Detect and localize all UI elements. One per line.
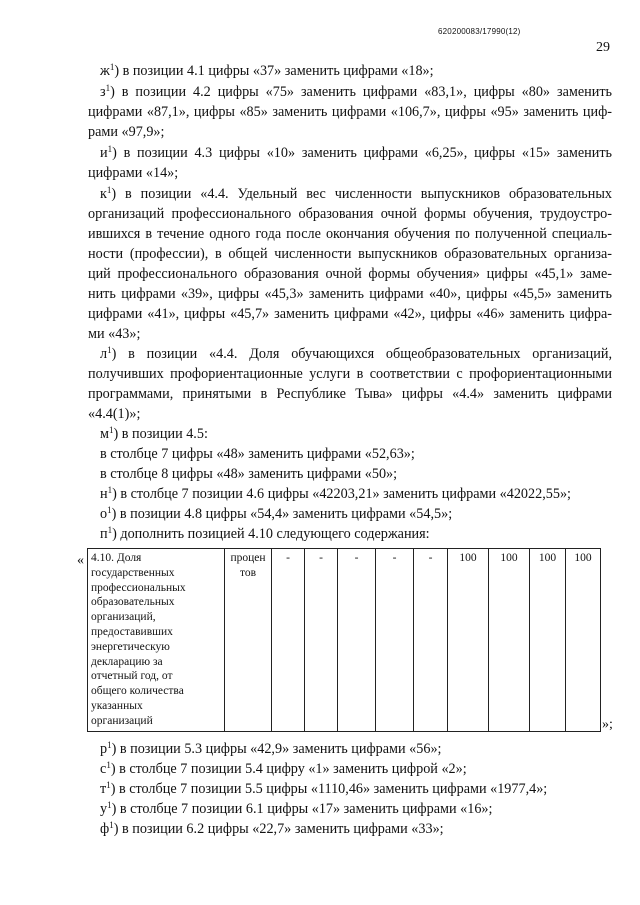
page-number: 29 — [596, 40, 610, 55]
text-line: $з^1$) в позиции 4.2 цифры «75» заменить цифрами «83,1», цифры «80» заменить — [100, 83, 612, 100]
value-cell: 100 — [530, 549, 566, 732]
value-cell: - — [338, 549, 376, 732]
text-line: в столбце 8 цифры «48» заменить цифрами «50»; — [100, 466, 398, 482]
value-cell: - — [376, 549, 414, 732]
open-quote: « — [77, 553, 84, 568]
text-line: ций профессионального образования очной формы обучения» цифры «45,1» заме- — [88, 266, 612, 282]
text-line: $т^1$) в столбце 7 позиции 5.5 цифры «1110,46» заменить цифрами «1977,4»; — [100, 780, 548, 797]
text-line: цифрами «87,1», цифры «85» заменить цифрами «106,7», цифры «95» заменить циф- — [88, 104, 612, 120]
value-cell: 100 — [489, 549, 530, 732]
value-cell: - — [272, 549, 305, 732]
close-quote: »; — [602, 717, 613, 732]
text-line: нить цифрами «39», цифры «45,3» заменить цифрами «40», цифры «45,5» заменить — [88, 286, 612, 302]
value-cell: - — [305, 549, 338, 732]
text-line: $п^1$) дополнить позицией 4.10 следующего содержания: — [100, 525, 430, 542]
document-id: 620200083/17990(12) — [438, 27, 521, 36]
text-line: ности (профессии), в общей численности выпускников образовательных организа- — [88, 246, 612, 262]
text-line: цифрами «14»; — [88, 165, 179, 181]
text-line: $р^1$) в позиции 5.3 цифры «42,9» заменить цифрами «56»; — [100, 740, 442, 757]
text-line: программами, принятыми в Республике Тыва» цифры «4.4» заменить цифрами — [88, 386, 612, 402]
table-row — [88, 549, 601, 732]
text-line: $с^1$) в столбце 7 позиции 5.4 цифру «1» заменить цифрой «2»; — [100, 760, 467, 777]
text-line: «4.4(1)»; — [88, 406, 141, 422]
text-line: $и^1$) в позиции 4.3 цифры «10» заменить цифрами «6,25», цифры «15» заменить — [100, 144, 612, 161]
text-line: получивших профориентационные услуги в соответствии с профориентационными — [88, 366, 612, 382]
text-line: $о^1$) в позиции 4.8 цифры «54,4» заменить цифрами «54,5»; — [100, 505, 453, 522]
text-line: $н^1$) в столбце 7 позиции 4.6 цифры «42203,21» заменить цифрами «42022,55»; — [100, 485, 571, 502]
text-line: $л^1$) в позиции «4.4. Доля обучающихся общеобразовательных организаций, — [100, 345, 612, 362]
text-line: ившихся в течение одного года после окончания обучения по полученной специаль- — [88, 226, 612, 242]
indicator-name-cell: 4.10. Доля государственных профессиональных образовательных организаций, предоставивших энергетическую декларацию за отчетный год, от общего количества указанных организаций — [88, 549, 225, 732]
text-line: цифрами «41», цифры «45,7» заменить цифрами «42», цифры «46» заменить цифра- — [88, 306, 612, 322]
text-line: $ж^1$) в позиции 4.1 цифры «37» заменить цифрами «18»; — [100, 62, 434, 79]
value-cell: 100 — [566, 549, 601, 732]
text-line: $у^1$) в столбце 7 позиции 6.1 цифры «17» заменить цифрами «16»; — [100, 800, 493, 817]
position-4-10-table — [87, 548, 601, 732]
text-line: $к^1$) в позиции «4.4. Удельный вес численности выпускников образовательных — [100, 185, 612, 202]
text-line: рами «97,9»; — [88, 124, 165, 140]
text-line: в столбце 7 цифры «48» заменить цифрами «52,63»; — [100, 446, 415, 462]
text-line: $ф^1$) в позиции 6.2 цифры «22,7» заменить цифрами «33»; — [100, 820, 444, 837]
unit-cell: процен тов — [225, 549, 272, 732]
text-line: $м^1$) в позиции 4.5: — [100, 425, 208, 442]
value-cell: 100 — [448, 549, 489, 732]
text-line: ми «43»; — [88, 326, 141, 342]
text-line: организаций профессионального образования очной формы обучения, трудоустро- — [88, 206, 612, 222]
value-cell: - — [414, 549, 448, 732]
